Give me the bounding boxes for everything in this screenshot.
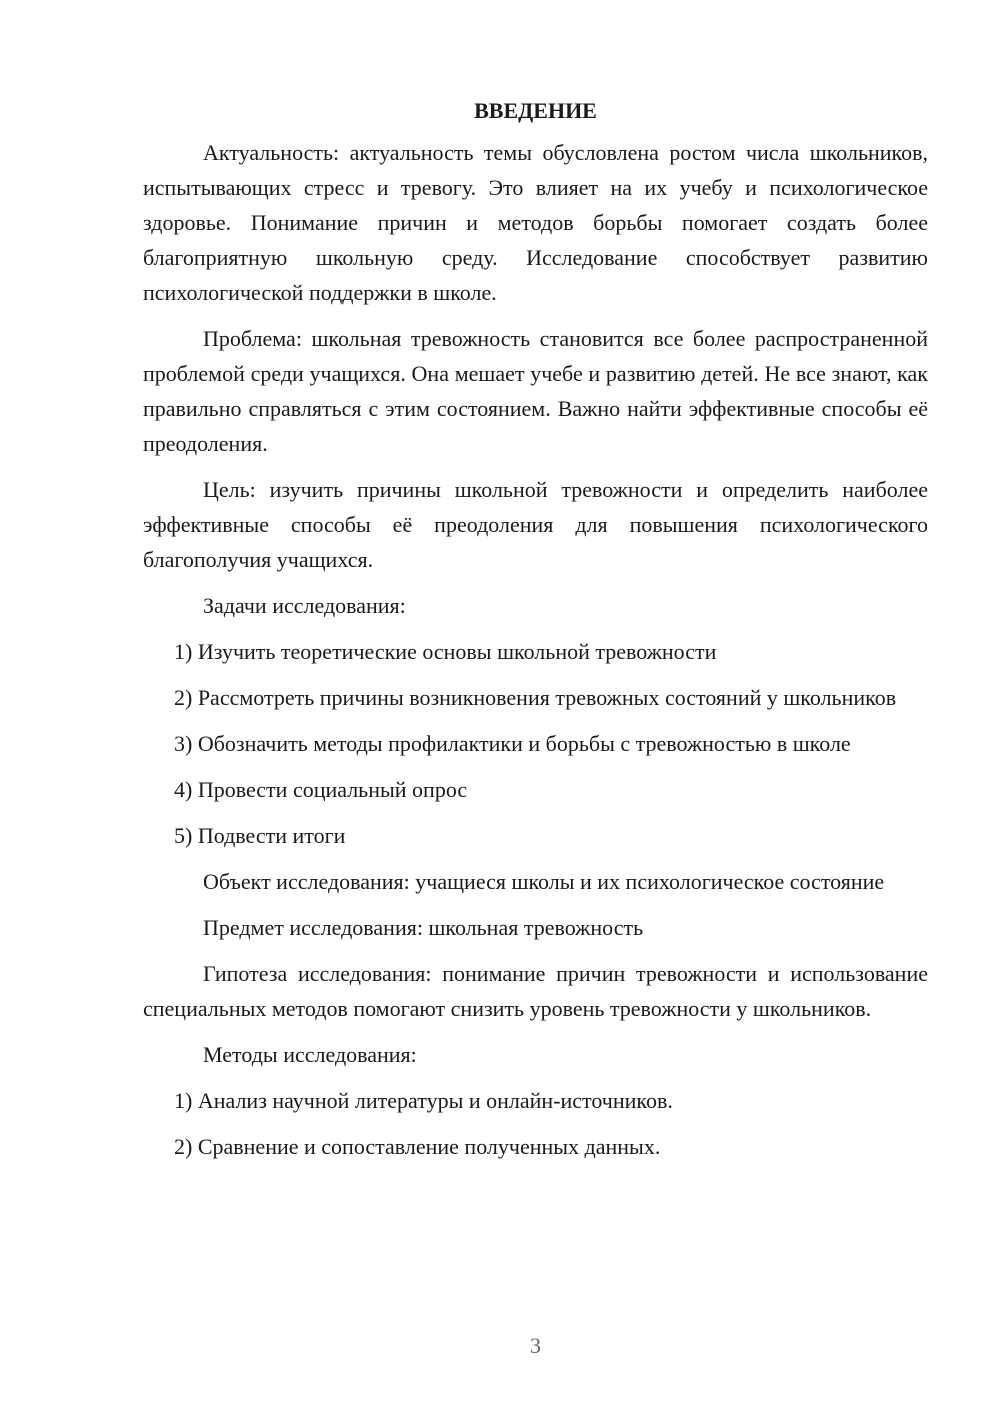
tasks-title: Задачи исследования: bbox=[203, 593, 406, 618]
task-item: 1) Изучить теоретические основы школьной тревожности bbox=[174, 639, 717, 664]
page-number: 3 bbox=[530, 1333, 541, 1358]
task-item: 3) Обозначить методы профилактики и борьбы с тревожностью в школе bbox=[174, 731, 851, 756]
problem-paragraph: Проблема: школьная тревожность становится все более распространенной проблемой среди учащихся. Она мешает учебе и развитию детей. Не все знают, как правильно справляться с этим состоянием. Важно найти эффективные способы её преодоления. bbox=[143, 326, 928, 456]
methods-title: Методы исследования: bbox=[203, 1042, 417, 1067]
goal-paragraph: Цель: изучить причины школьной тревожности и определить наиболее эффективные способы её преодоления для повышения психологического благополучия учащихся. bbox=[143, 477, 928, 572]
method-item: 2) Сравнение и сопоставление полученных данных. bbox=[174, 1134, 661, 1159]
method-item: 1) Анализ научной литературы и онлайн-источников. bbox=[174, 1088, 673, 1113]
section-heading: ВВЕДЕНИЕ bbox=[474, 98, 597, 123]
task-item: 2) Рассмотреть причины возникновения тревожных состояний у школьников bbox=[174, 685, 897, 710]
object-paragraph: Объект исследования: учащиеся школы и их психологическое состояние bbox=[203, 869, 885, 894]
relevance-paragraph: Актуальность: актуальность темы обусловлена ростом числа школьников, испытывающих стресс и тревогу. Это влияет на их учебу и психологическое здоровье. Понимание причин и методов борьбы помогает создать более благоприятную школьную среду. Исследование способствует развитию психологической поддержки в школе. bbox=[143, 140, 928, 305]
subject-paragraph: Предмет исследования: школьная тревожность bbox=[203, 915, 644, 940]
task-item: 5) Подвести итоги bbox=[174, 823, 346, 848]
document-page bbox=[143, 95, 928, 1175]
task-item: 4) Провести социальный опрос bbox=[174, 777, 468, 802]
hypothesis-paragraph: Гипотеза исследования: понимание причин тревожности и использование специальных методов помогают снизить уровень тревожности у школьников. bbox=[143, 961, 928, 1021]
